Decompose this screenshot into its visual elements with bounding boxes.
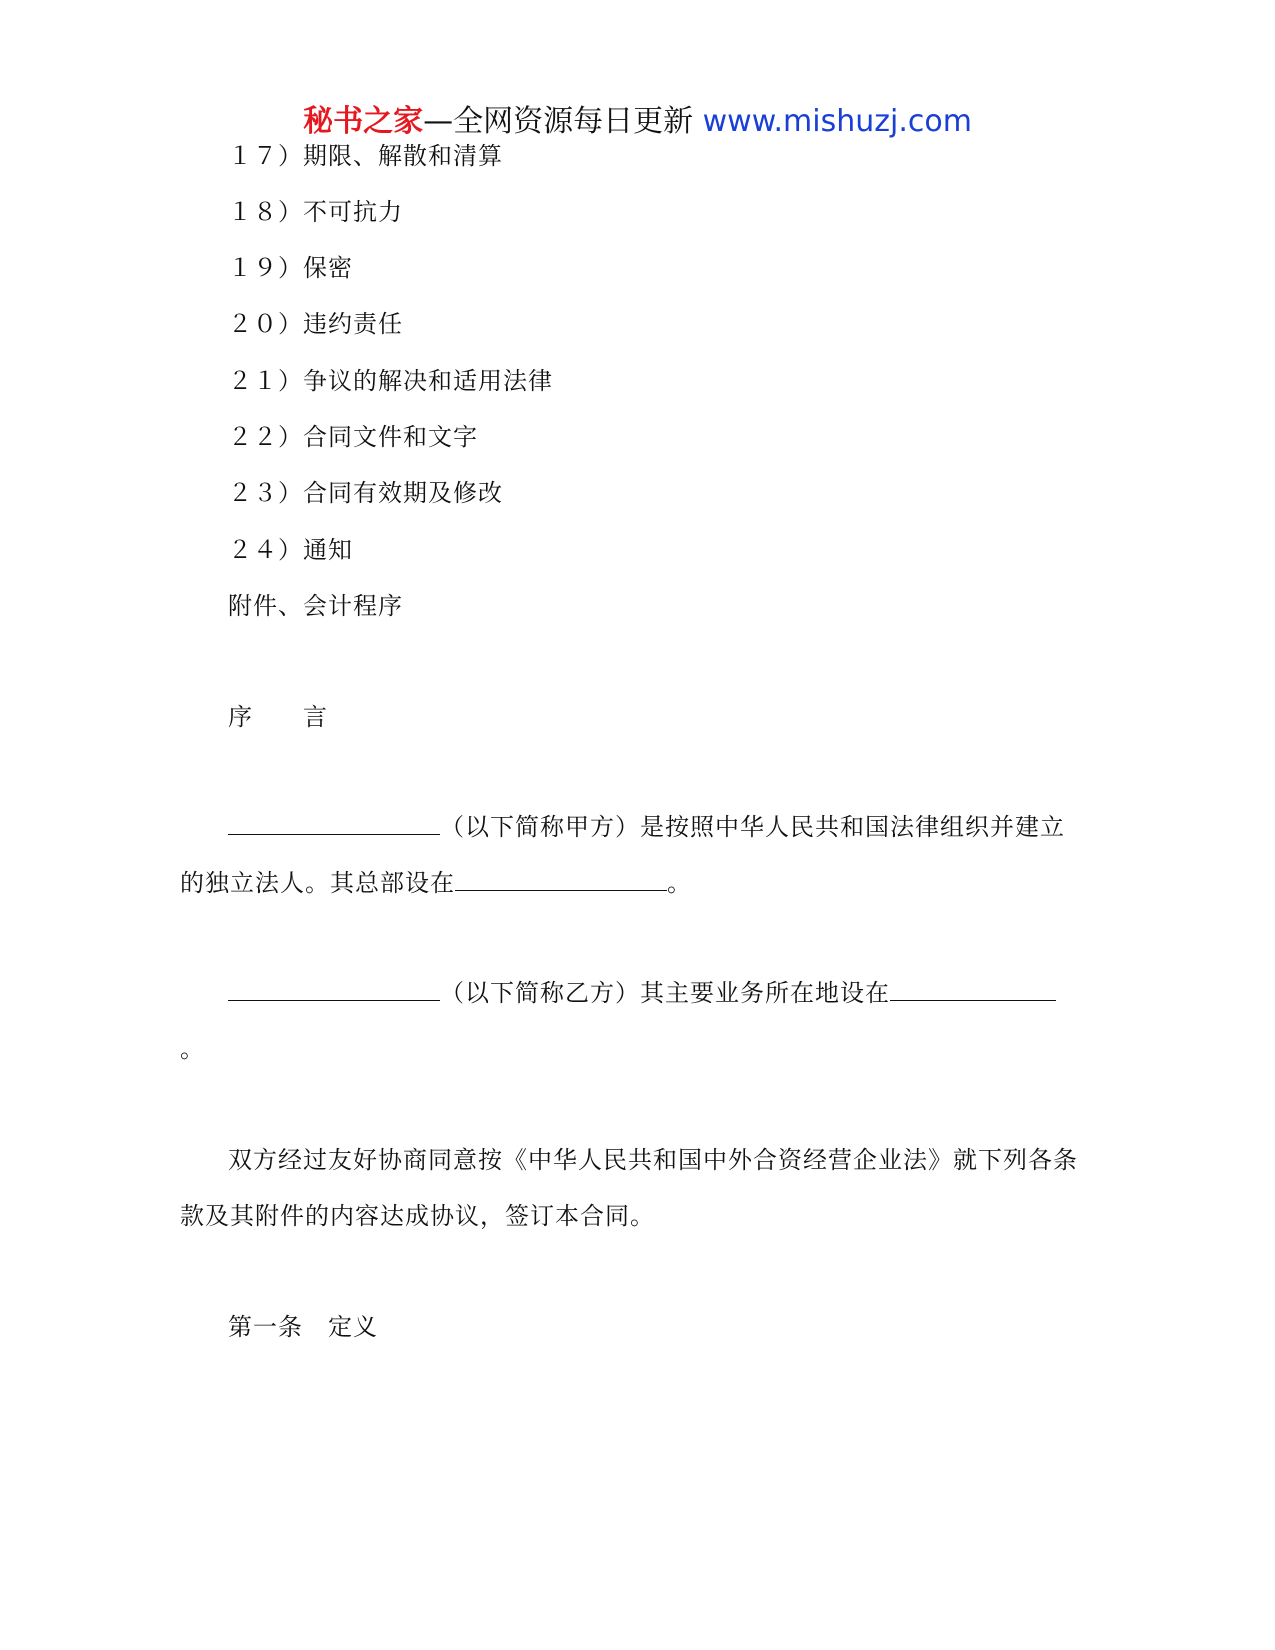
banner-tagline: —全网资源每日更新 — [423, 104, 703, 139]
preface-heading: 序 言 — [228, 703, 328, 731]
toc-item: １９）保密 — [228, 254, 353, 282]
party-b-line1 — [228, 978, 1056, 1008]
banner-brand: 秘书之家 — [303, 104, 424, 139]
toc-item: １７）期限、解散和清算 — [228, 142, 503, 170]
party-b-name-blank[interactable] — [228, 978, 440, 1001]
toc-item: １８）不可抗力 — [228, 198, 403, 226]
party-a-line1 — [228, 812, 1065, 842]
site-banner — [0, 102, 1275, 142]
party-b-location-blank[interactable] — [890, 978, 1056, 1001]
party-b-intro-text: （以下简称乙方）其主要业务所在地设在 — [440, 979, 890, 1007]
party-a-hq-blank[interactable] — [455, 868, 667, 891]
toc-item: ２０）违约责任 — [228, 310, 403, 338]
party-b-line2: 。 — [180, 1035, 205, 1063]
article-1-heading: 第一条 定义 — [228, 1313, 378, 1341]
agreement-line2: 款及其附件的内容达成协议，签订本合同。 — [180, 1202, 655, 1230]
agreement-line1: 双方经过友好协商同意按《中华人民共和国中外合资经营企业法》就下列各条 — [228, 1146, 1078, 1174]
banner-url-link[interactable]: www.mishuzj.com — [702, 104, 972, 139]
toc-item: ２３）合同有效期及修改 — [228, 479, 503, 507]
toc-item: ２１）争议的解决和适用法律 — [228, 367, 553, 395]
party-a-intro-text: （以下简称甲方）是按照中华人民共和国法律组织并建立 — [440, 813, 1065, 841]
toc-item: ２４）通知 — [228, 536, 353, 564]
party-a-period: 。 — [667, 869, 692, 897]
party-a-name-blank[interactable] — [228, 812, 440, 835]
party-a-line2 — [180, 868, 692, 898]
party-a-hq-text: 的独立法人。其总部设在 — [180, 869, 455, 897]
appendix-item: 附件、会计程序 — [228, 592, 403, 620]
toc-item: ２２）合同文件和文字 — [228, 423, 478, 451]
